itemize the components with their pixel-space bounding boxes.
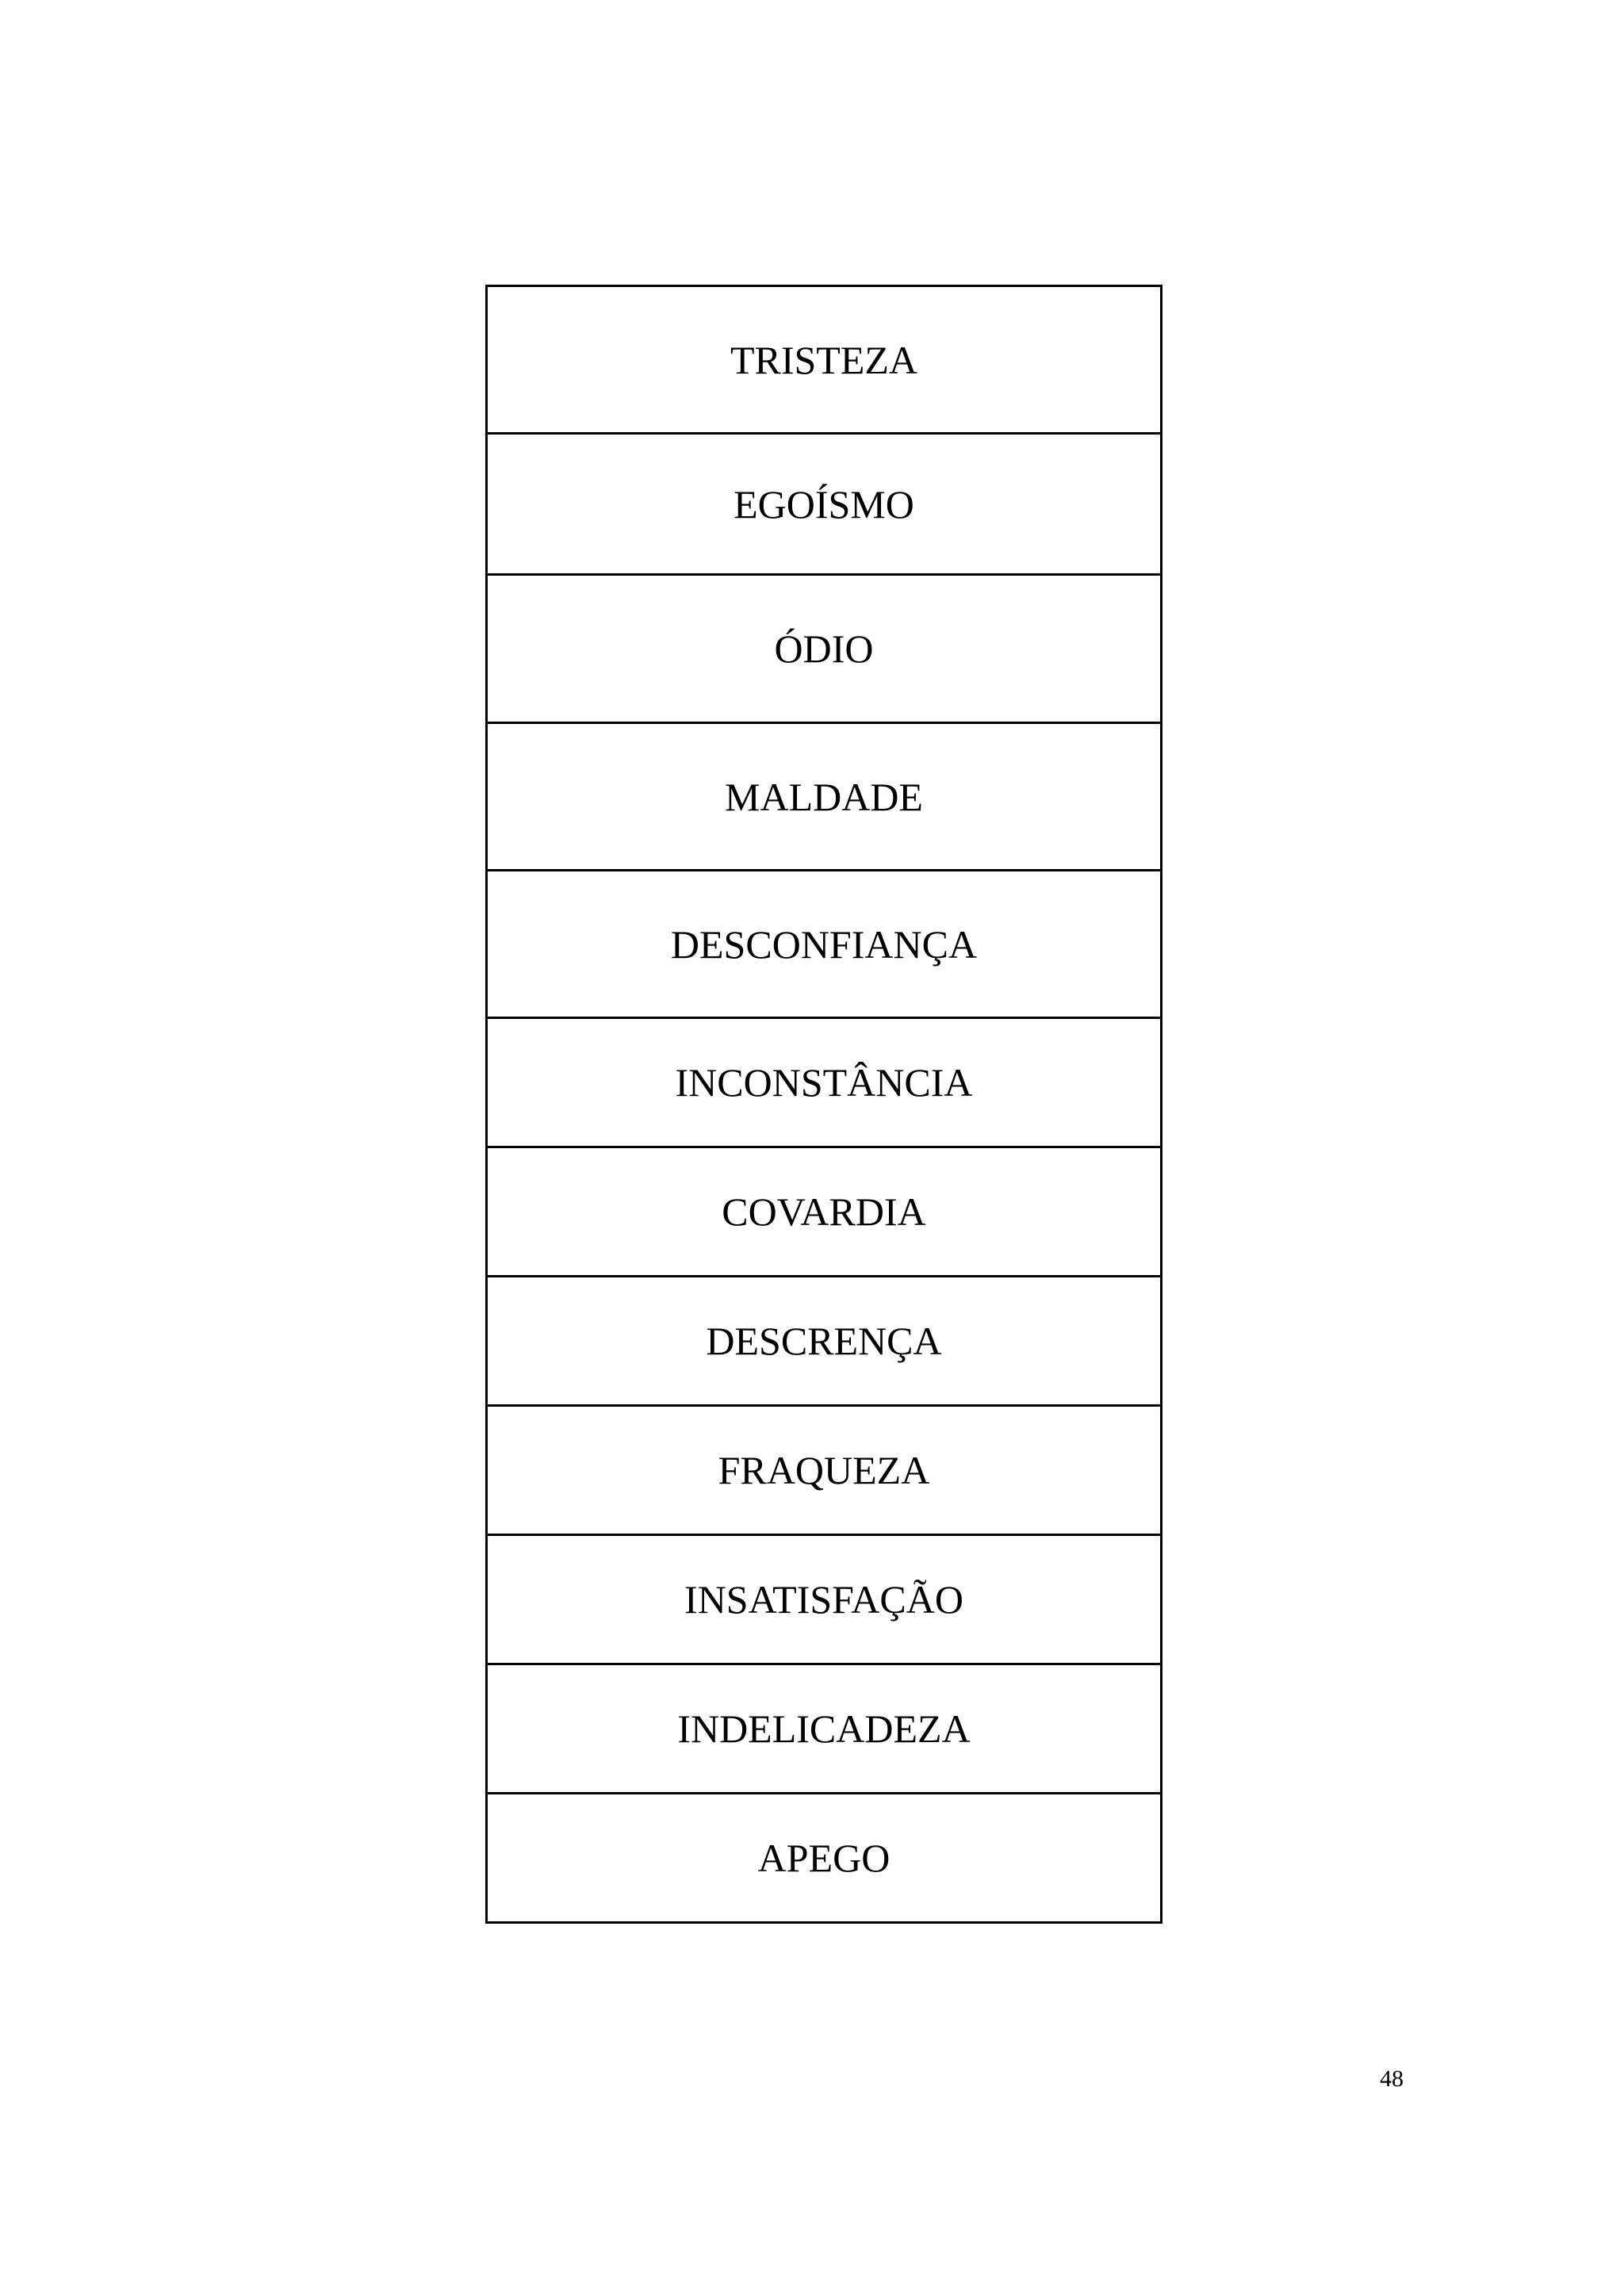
table-row: [487, 1277, 1162, 1406]
table-cell: DESCONFIANÇA: [487, 871, 1162, 1018]
table-cell: TRISTEZA: [487, 286, 1162, 434]
table-row: [487, 871, 1162, 1018]
table-row: [487, 434, 1162, 575]
page-number: 48: [1380, 2066, 1404, 2092]
table-row: [487, 1794, 1162, 1923]
table-cell: APEGO: [487, 1794, 1162, 1923]
table-row: [487, 1406, 1162, 1535]
table-row: [487, 1664, 1162, 1794]
table-cell: ÓDIO: [487, 575, 1162, 723]
word-table: [485, 285, 1162, 1924]
table-row: [487, 575, 1162, 723]
table-row: [487, 723, 1162, 871]
table-cell: COVARDIA: [487, 1147, 1162, 1277]
table-cell: MALDADE: [487, 723, 1162, 871]
table-cell: INDELICADEZA: [487, 1664, 1162, 1794]
table-row: [487, 286, 1162, 434]
table-cell: EGOÍSMO: [487, 434, 1162, 575]
table-cell: FRAQUEZA: [487, 1406, 1162, 1535]
table-cell: INSATISFAÇÃO: [487, 1535, 1162, 1664]
table-cell: DESCRENÇA: [487, 1277, 1162, 1406]
word-table-body: [487, 286, 1162, 1923]
table-cell: INCONSTÂNCIA: [487, 1018, 1162, 1147]
table-row: [487, 1018, 1162, 1147]
table-row: [487, 1535, 1162, 1664]
table-row: [487, 1147, 1162, 1277]
